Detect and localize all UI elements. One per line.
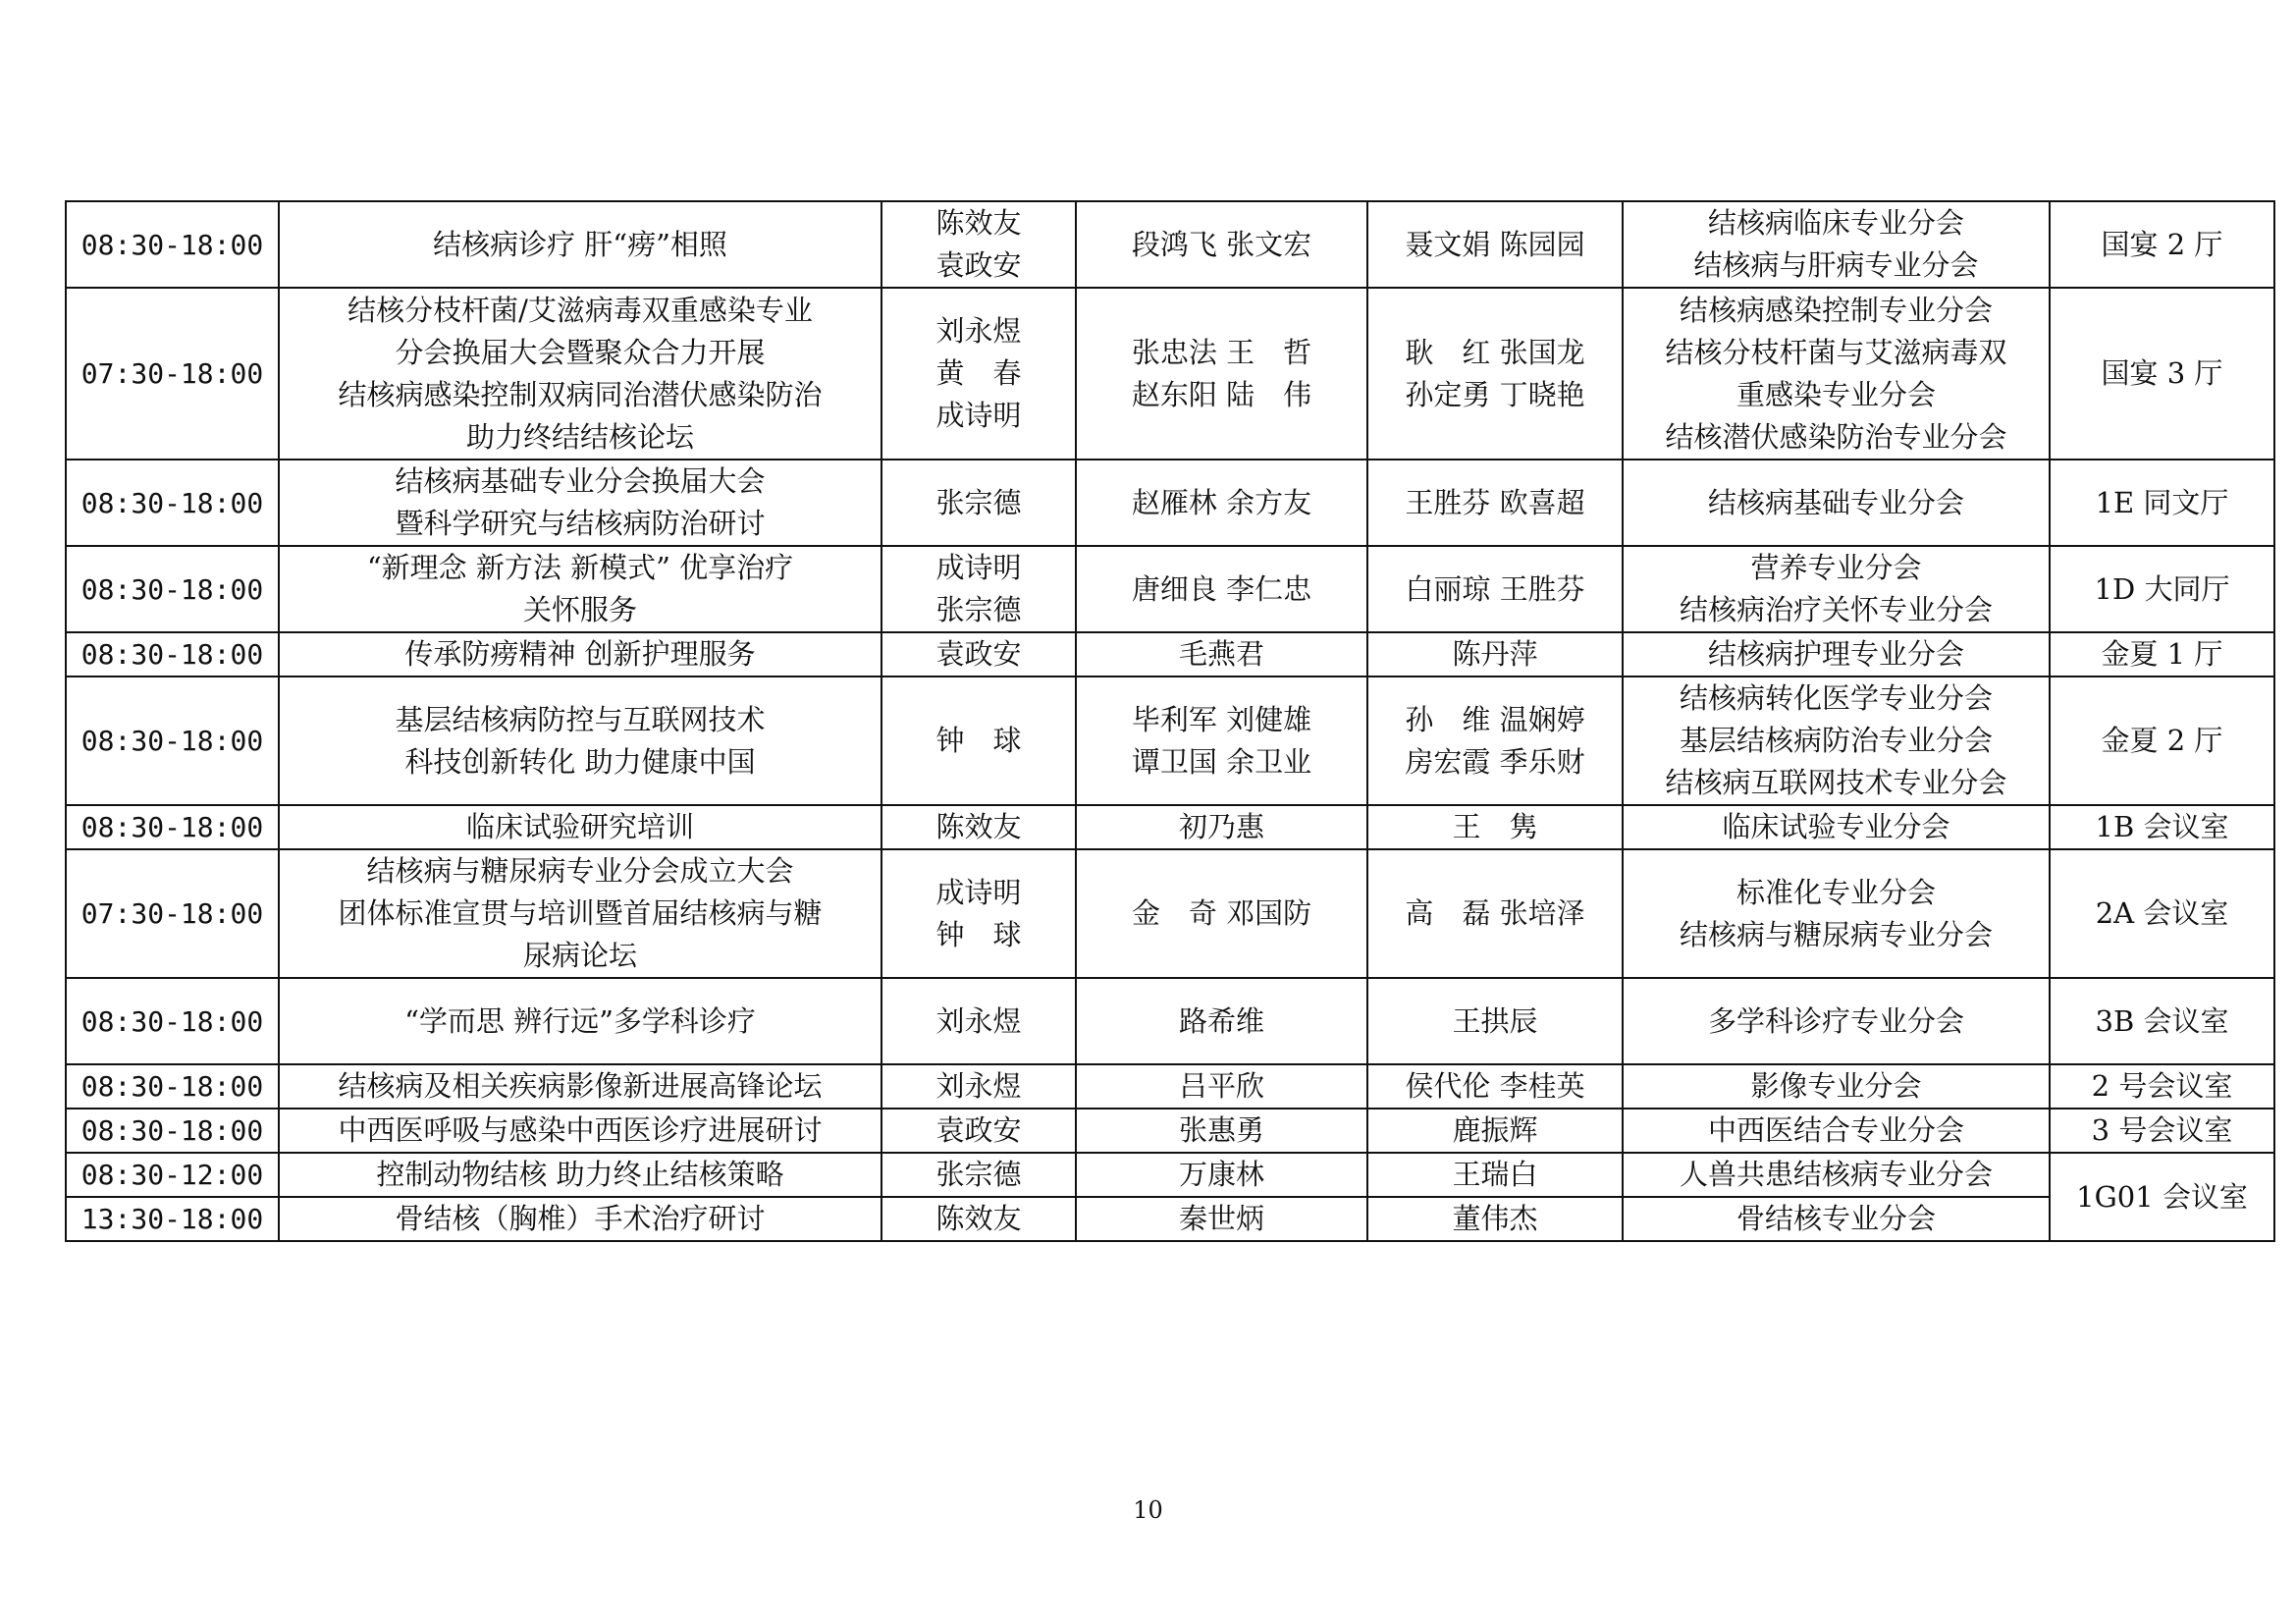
table-row <box>66 1153 2274 1197</box>
session-secretaries <box>1367 632 1623 677</box>
session-chairs <box>881 1064 1076 1109</box>
session-organizer <box>1623 632 2050 677</box>
session-chairs-line: 刘永煜 <box>935 1069 1022 1103</box>
session-topic-line: “新理念 新方法 新模式” 优享治疗 <box>366 551 794 584</box>
session-topic-line: 科技创新转化 助力健康中国 <box>404 744 756 779</box>
session-topic-line: 结核病及相关疾病影像新进展高锋论坛 <box>338 1069 823 1103</box>
session-secretaries <box>1367 849 1623 978</box>
session-secretaries-line: 鹿振辉 <box>1452 1113 1538 1147</box>
session-organizer <box>1623 1109 2050 1153</box>
session-chairs-line: 刘永煜 <box>935 314 1022 348</box>
session-topic-line: 助力终结结核论坛 <box>465 419 694 454</box>
session-chairs <box>881 632 1076 677</box>
session-organizer <box>1623 849 2050 978</box>
session-topic <box>279 1064 881 1109</box>
session-topic-line: 结核病诊疗 肝“痨”相照 <box>433 227 727 261</box>
session-organizer-line: 结核病转化医学专业分会 <box>1679 681 1993 715</box>
session-organizer-line: 标准化专业分会 <box>1735 875 1936 909</box>
session-secretaries-line: 高 磊 张培泽 <box>1405 896 1585 930</box>
session-topic <box>279 460 881 546</box>
session-hosts-line: 赵雁林 余方友 <box>1131 485 1312 519</box>
session-topic-line: 结核病基础专业分会换届大会 <box>395 464 766 498</box>
session-topic <box>279 1153 881 1197</box>
session-secretaries-line: 房宏霞 季乐财 <box>1405 744 1585 779</box>
session-hosts <box>1076 1109 1367 1153</box>
session-chairs <box>881 677 1076 805</box>
session-organizer <box>1623 677 2050 805</box>
session-time: 08:30-18:00 <box>66 546 279 632</box>
session-hosts-line: 吕平欣 <box>1178 1069 1264 1103</box>
session-chairs <box>881 978 1076 1064</box>
session-organizer-line: 结核潜伏感染防治专业分会 <box>1665 419 2007 454</box>
session-chairs-line: 张宗德 <box>935 485 1022 519</box>
session-hosts <box>1076 978 1367 1064</box>
session-organizer-line: 影像专业分会 <box>1750 1069 1922 1103</box>
table-row <box>66 632 2274 677</box>
session-chairs-line: 成诗明 <box>935 399 1022 432</box>
session-topic-line: 控制动物结核 助力终止结核策略 <box>376 1158 784 1191</box>
session-room: 1G01 会议室 <box>2050 1153 2274 1241</box>
session-time: 13:30-18:00 <box>66 1197 279 1241</box>
session-secretaries-line: 耿 红 张国龙 <box>1405 335 1585 369</box>
session-topic <box>279 288 881 460</box>
session-hosts-line: 初乃惠 <box>1178 810 1264 843</box>
session-topic <box>279 978 881 1064</box>
session-organizer <box>1623 1064 2050 1109</box>
session-topic-line: 结核分枝杆菌/艾滋病毒双重感染专业 <box>347 293 813 327</box>
session-chairs-line: 陈效友 <box>935 810 1022 843</box>
session-room: 金夏 1 厅 <box>2050 632 2274 677</box>
session-hosts-line: 毛燕君 <box>1178 637 1264 671</box>
session-organizer-line: 结核病护理专业分会 <box>1707 637 1964 671</box>
session-chairs-line: 刘永煜 <box>935 1003 1022 1038</box>
session-chairs-line: 张宗德 <box>935 593 1022 626</box>
session-secretaries <box>1367 805 1623 849</box>
session-hosts <box>1076 546 1367 632</box>
session-secretaries-line: 聂文娟 陈园园 <box>1405 227 1585 261</box>
session-topic-line: 骨结核（胸椎）手术治疗研讨 <box>395 1202 766 1235</box>
session-topic-line: 临床试验研究培训 <box>465 810 694 843</box>
table-row <box>66 546 2274 632</box>
session-organizer <box>1623 978 2050 1064</box>
session-chairs <box>881 1197 1076 1241</box>
session-organizer-line: 结核病基础专业分会 <box>1707 485 1964 519</box>
session-time: 08:30-18:00 <box>66 978 279 1064</box>
session-time: 08:30-18:00 <box>66 632 279 677</box>
session-chairs <box>881 849 1076 978</box>
table-row <box>66 849 2274 978</box>
session-organizer-line: 人兽共患结核病专业分会 <box>1679 1158 1993 1191</box>
session-topic <box>279 632 881 677</box>
session-hosts-line: 毕利军 刘健雄 <box>1131 702 1312 736</box>
session-secretaries-line: 孙定勇 丁晓艳 <box>1405 377 1585 411</box>
session-time: 07:30-18:00 <box>66 849 279 978</box>
session-organizer-line: 骨结核专业分会 <box>1735 1202 1936 1235</box>
session-chairs-line: 钟 球 <box>935 724 1022 757</box>
session-time: 08:30-12:00 <box>66 1153 279 1197</box>
session-secretaries-line: 王 隽 <box>1452 810 1538 843</box>
session-secretaries <box>1367 1197 1623 1241</box>
session-time: 07:30-18:00 <box>66 288 279 460</box>
session-secretaries <box>1367 460 1623 546</box>
session-room: 2 号会议室 <box>2050 1064 2274 1109</box>
session-topic <box>279 677 881 805</box>
session-chairs-line: 陈效友 <box>935 206 1022 240</box>
session-chairs-line: 陈效友 <box>935 1202 1022 1235</box>
session-topic-line: 传承防痨精神 创新护理服务 <box>404 637 756 671</box>
session-topic-line: 中西医呼吸与感染中西医诊疗进展研讨 <box>338 1113 823 1147</box>
session-hosts <box>1076 632 1367 677</box>
session-organizer-line: 临床试验专业分会 <box>1722 810 1950 843</box>
table-row <box>66 978 2274 1064</box>
session-topic-line: 暨科学研究与结核病防治研讨 <box>395 507 766 540</box>
session-room: 3B 会议室 <box>2050 978 2274 1064</box>
session-chairs-line: 钟 球 <box>935 917 1022 951</box>
session-chairs <box>881 546 1076 632</box>
session-hosts <box>1076 805 1367 849</box>
session-hosts <box>1076 1064 1367 1109</box>
session-chairs <box>881 288 1076 460</box>
session-organizer <box>1623 201 2050 288</box>
session-time: 08:30-18:00 <box>66 805 279 849</box>
session-secretaries-line: 董伟杰 <box>1452 1202 1538 1235</box>
table-row <box>66 288 2274 460</box>
session-secretaries-line: 孙 维 温娴婷 <box>1405 702 1585 736</box>
session-hosts-line: 谭卫国 余卫业 <box>1131 744 1312 779</box>
table-row <box>66 1064 2274 1109</box>
session-hosts-line: 秦世炳 <box>1178 1202 1264 1235</box>
session-chairs-line: 袁政安 <box>935 248 1022 282</box>
session-room: 2A 会议室 <box>2050 849 2274 978</box>
session-topic <box>279 849 881 978</box>
session-chairs-line: 成诗明 <box>935 875 1022 909</box>
session-topic-line: “学而思 辨行远”多学科诊疗 <box>404 1003 756 1038</box>
session-time: 08:30-18:00 <box>66 460 279 546</box>
session-chairs <box>881 201 1076 288</box>
session-topic-line: 结核病感染控制双病同治潜伏感染防治 <box>338 377 823 411</box>
session-room: 3 号会议室 <box>2050 1109 2274 1153</box>
session-organizer <box>1623 1153 2050 1197</box>
session-organizer-line: 重感染专业分会 <box>1735 377 1936 411</box>
session-secretaries <box>1367 201 1623 288</box>
session-secretaries-line: 王拱辰 <box>1452 1003 1538 1038</box>
session-secretaries-line: 白丽琼 王胜芬 <box>1405 571 1585 606</box>
session-topic <box>279 1197 881 1241</box>
session-topic-line: 团体标准宣贯与培训暨首届结核病与糖 <box>338 896 823 930</box>
session-hosts-line: 万康林 <box>1178 1158 1264 1191</box>
session-time: 08:30-18:00 <box>66 1109 279 1153</box>
session-hosts-line: 赵东阳 陆 伟 <box>1131 377 1312 411</box>
session-hosts <box>1076 1197 1367 1241</box>
session-organizer-line: 结核病临床专业分会 <box>1707 206 1964 240</box>
session-time: 08:30-18:00 <box>66 1064 279 1109</box>
session-secretaries <box>1367 1153 1623 1197</box>
session-hosts-line: 张忠法 王 哲 <box>1131 335 1312 369</box>
session-hosts-line: 金 奇 邓国防 <box>1131 896 1312 930</box>
session-topic-line: 基层结核病防控与互联网技术 <box>395 702 766 736</box>
session-secretaries <box>1367 1064 1623 1109</box>
session-hosts <box>1076 1153 1367 1197</box>
session-secretaries <box>1367 677 1623 805</box>
table-row <box>66 201 2274 288</box>
session-hosts-line: 段鸿飞 张文宏 <box>1131 227 1312 261</box>
session-hosts-line: 路希维 <box>1178 1003 1264 1038</box>
session-secretaries-line: 陈丹萍 <box>1452 637 1538 671</box>
session-hosts <box>1076 201 1367 288</box>
session-hosts <box>1076 288 1367 460</box>
session-chairs <box>881 1109 1076 1153</box>
schedule-table <box>65 200 2275 1242</box>
session-organizer-line: 基层结核病防治专业分会 <box>1679 724 1993 757</box>
table-row <box>66 677 2274 805</box>
session-chairs <box>881 460 1076 546</box>
session-topic-line: 关怀服务 <box>522 593 637 626</box>
session-room: 国宴 3 厅 <box>2050 288 2274 460</box>
session-secretaries-line: 王瑞白 <box>1452 1158 1538 1191</box>
session-hosts <box>1076 677 1367 805</box>
session-hosts-line: 张惠勇 <box>1178 1113 1264 1147</box>
session-time: 08:30-18:00 <box>66 201 279 288</box>
session-organizer <box>1623 460 2050 546</box>
session-chairs-line: 袁政安 <box>935 637 1022 671</box>
session-room: 1B 会议室 <box>2050 805 2274 849</box>
session-secretaries-line: 王胜芬 欧喜超 <box>1405 485 1585 519</box>
table-row <box>66 1109 2274 1153</box>
session-organizer-line: 结核病互联网技术专业分会 <box>1665 766 2007 799</box>
session-chairs <box>881 1153 1076 1197</box>
session-organizer-line: 结核病与糖尿病专业分会 <box>1679 917 1993 951</box>
session-topic-line: 尿病论坛 <box>522 939 637 972</box>
session-organizer <box>1623 1197 2050 1241</box>
session-time: 08:30-18:00 <box>66 677 279 805</box>
table-row <box>66 460 2274 546</box>
session-chairs-line: 黄 春 <box>935 356 1022 390</box>
session-secretaries <box>1367 546 1623 632</box>
session-organizer-line: 结核病感染控制专业分会 <box>1679 293 1993 327</box>
session-room: 1D 大同厅 <box>2050 546 2274 632</box>
session-secretaries-line: 侯代伦 李桂英 <box>1405 1069 1585 1103</box>
session-organizer <box>1623 288 2050 460</box>
page-number: 10 <box>1133 1496 1163 1524</box>
session-secretaries <box>1367 1109 1623 1153</box>
session-topic <box>279 201 881 288</box>
session-topic-line: 结核病与糖尿病专业分会成立大会 <box>366 854 794 888</box>
session-hosts <box>1076 460 1367 546</box>
session-topic <box>279 546 881 632</box>
session-organizer-line: 营养专业分会 <box>1750 551 1922 584</box>
session-hosts-line: 唐细良 李仁忠 <box>1131 571 1312 606</box>
session-secretaries <box>1367 288 1623 460</box>
session-organizer-line: 中西医结合专业分会 <box>1707 1113 1964 1147</box>
session-room: 1E 同文厅 <box>2050 460 2274 546</box>
session-organizer-line: 多学科诊疗专业分会 <box>1707 1003 1964 1038</box>
session-organizer-line: 结核病与肝病专业分会 <box>1693 248 1979 282</box>
session-secretaries <box>1367 978 1623 1064</box>
session-chairs-line: 成诗明 <box>935 551 1022 584</box>
session-hosts <box>1076 849 1367 978</box>
session-topic <box>279 1109 881 1153</box>
session-topic <box>279 805 881 849</box>
session-room: 国宴 2 厅 <box>2050 201 2274 288</box>
session-organizer-line: 结核病治疗关怀专业分会 <box>1679 593 1993 626</box>
session-organizer-line: 结核分枝杆菌与艾滋病毒双 <box>1665 335 2007 369</box>
session-organizer <box>1623 805 2050 849</box>
session-chairs-line: 张宗德 <box>935 1158 1022 1191</box>
session-chairs-line: 袁政安 <box>935 1113 1022 1147</box>
session-room: 金夏 2 厅 <box>2050 677 2274 805</box>
session-topic-line: 分会换届大会暨聚众合力开展 <box>395 335 766 369</box>
table-row <box>66 1197 2274 1241</box>
session-chairs <box>881 805 1076 849</box>
session-organizer <box>1623 546 2050 632</box>
table-row <box>66 805 2274 849</box>
